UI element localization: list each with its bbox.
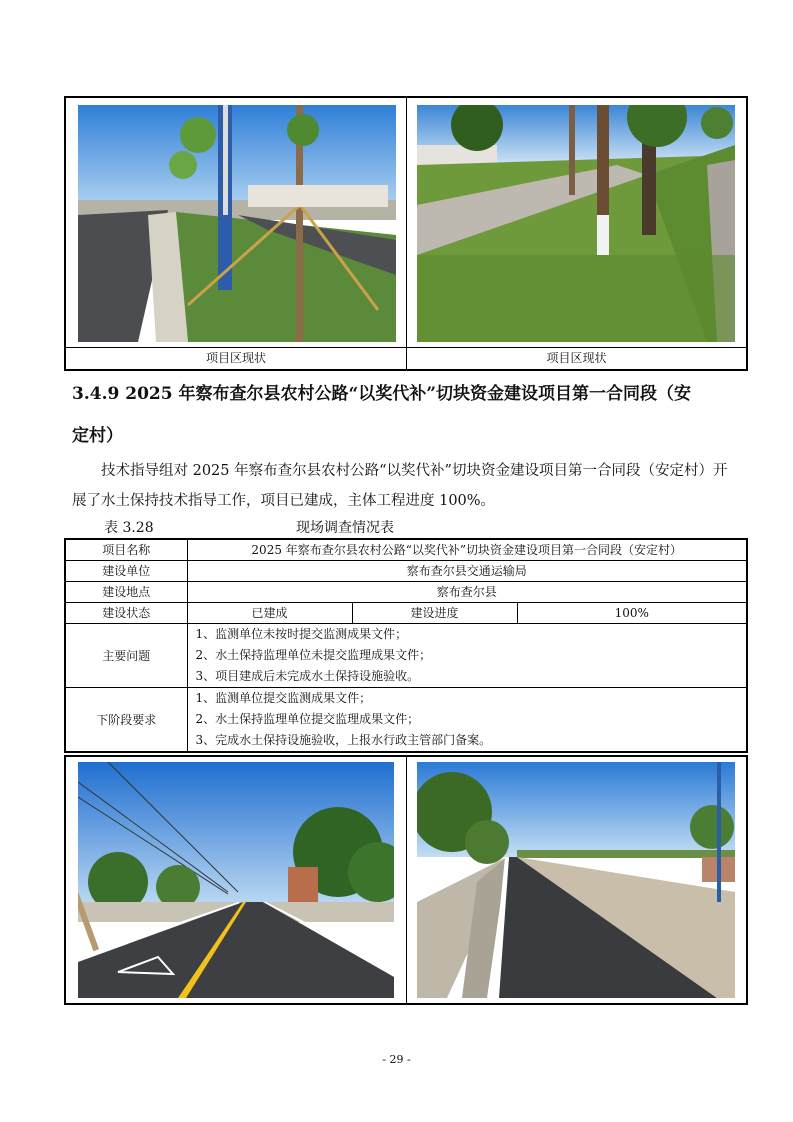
top-caption-row <box>66 347 746 369</box>
table-row <box>65 687 747 752</box>
table-row <box>65 623 747 687</box>
project-name-value: 2025 年察布查尔县农村公路“以奖代补”切块资金建设项目第一合同段（安定村） <box>187 539 747 560</box>
roadside-trees-photo <box>78 105 396 342</box>
bottom-photo-table <box>64 755 748 1005</box>
location-label: 建设地点 <box>65 581 187 602</box>
status-value: 已建成 <box>187 602 352 623</box>
requirement-item: 1、监测单位提交监测成果文件； <box>195 690 372 705</box>
table-number: 表 3.28 <box>104 520 154 536</box>
issue-item: 2、水土保持监理单位未提交监理成果文件； <box>195 647 432 662</box>
location-value: 察布查尔县 <box>187 581 747 602</box>
project-name-label: 项目名称 <box>65 539 187 560</box>
next-stage-label: 下阶段要求 <box>65 687 187 752</box>
top-right-photo-cell <box>406 98 746 349</box>
issue-item: 3、项目建成后未完成水土保持设施验收。 <box>195 668 420 683</box>
right-photo-caption: 项目区现状 <box>406 348 746 369</box>
requirement-item: 3、完成水土保持设施验收，上报水行政主管部门备案。 <box>195 732 492 747</box>
table-title: 现场调查情况表 <box>296 520 394 536</box>
left-photo-caption: 项目区现状 <box>205 351 266 365</box>
table-row <box>65 539 747 560</box>
page-number: - 29 - <box>382 1053 411 1066</box>
bottom-right-photo-cell <box>406 757 746 1003</box>
requirement-item: 2、水土保持监理单位提交监理成果文件； <box>195 711 420 726</box>
status-label: 建设状态 <box>65 602 187 623</box>
site-survey-table <box>64 538 748 753</box>
issues-list <box>187 623 747 687</box>
table-row <box>65 602 747 623</box>
top-left-photo-cell <box>66 98 406 349</box>
issue-item: 1、监测单位未按时提交监测成果文件； <box>195 626 408 641</box>
table-row <box>65 560 747 581</box>
village-road-photo <box>78 762 394 998</box>
issues-label: 主要问题 <box>65 623 187 687</box>
section-heading-line2: 定村） <box>72 426 123 446</box>
bottom-left-photo-cell <box>66 757 406 1003</box>
section-heading-line1: 3.4.9 2025 年察布查尔县农村公路“以奖代补”切块资金建设项目第一合同段（安 <box>72 384 692 404</box>
asphalt-road-photo <box>417 762 735 998</box>
progress-value: 100% <box>517 602 747 623</box>
progress-label: 建设进度 <box>352 602 517 623</box>
table-row <box>65 581 747 602</box>
builder-value: 察布查尔县交通运输局 <box>187 560 747 581</box>
section-paragraph: 技术指导组对 2025 年察布查尔县农村公路“以奖代补”切块资金建设项目第一合同段（安定村）开展了水土保持技术指导工作，项目已建成，主体工程进度 100%。 <box>72 463 728 509</box>
top-photo-table <box>64 96 748 371</box>
builder-label: 建设单位 <box>65 560 187 581</box>
bottom-photo-row <box>66 757 746 1003</box>
next-stage-list <box>187 687 747 752</box>
top-photo-row <box>66 98 746 349</box>
roadside-grass-photo <box>417 105 735 342</box>
